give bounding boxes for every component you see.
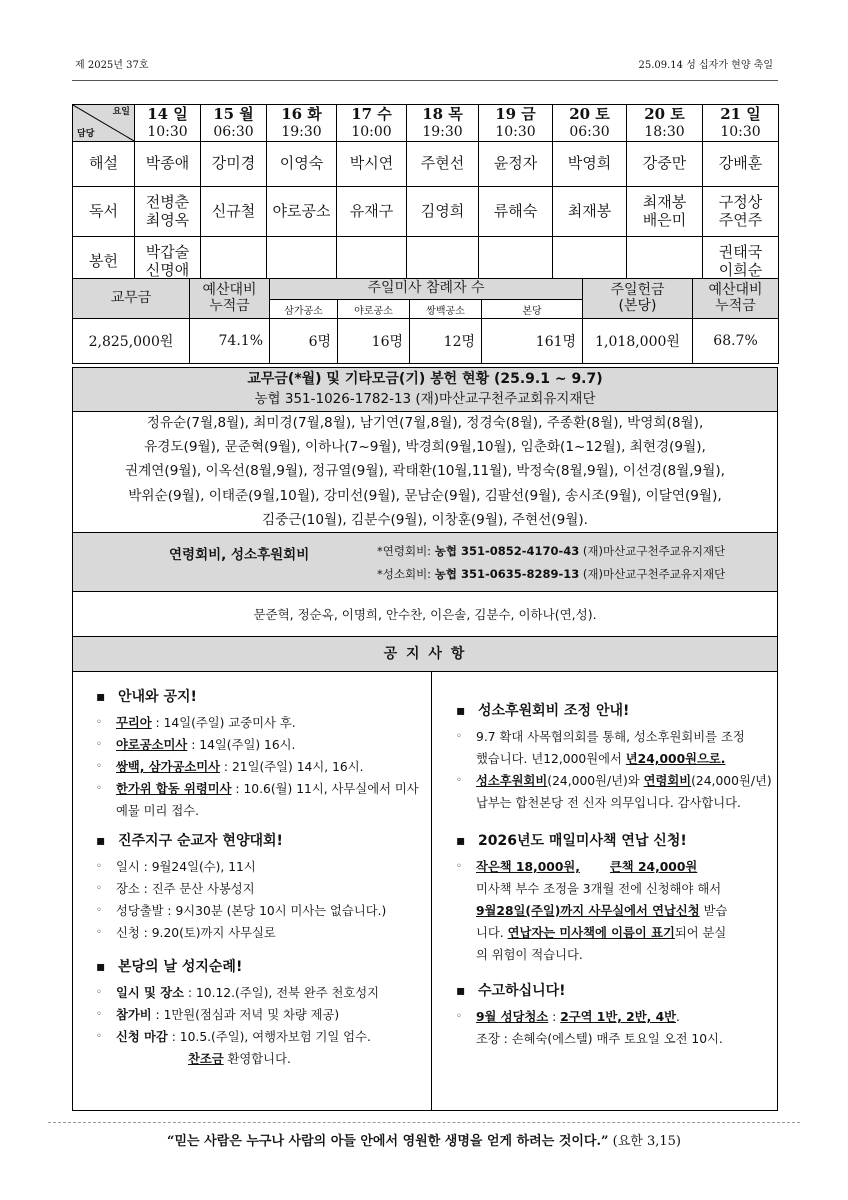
header-attendance: 주일미사 참례자 수	[270, 279, 583, 300]
value-attend-samga: 6명	[270, 319, 338, 364]
schedule-cell: 최재봉 배은미	[627, 187, 703, 237]
corner-cell	[73, 105, 135, 142]
schedule-cell: 강미경	[201, 142, 267, 187]
schedule-cell: 이영숙	[267, 142, 337, 187]
subheader-ssangbaek: 쌍백공소	[410, 300, 482, 319]
section-announcements: ▪ 안내와 공지!	[96, 689, 197, 705]
row-label: 해설	[73, 142, 135, 187]
value-budget-ratio-2: 68.7%	[693, 319, 779, 364]
donation-title: 교무금(*월) 및 기타모금(기) 봉헌 현황 (25.9.1 ~ 9.7)	[247, 371, 603, 387]
corner-top-label: 요일	[112, 107, 130, 117]
schedule-cell: 강중만	[627, 142, 703, 187]
support-title: 연령회비, 성소후원회비	[169, 547, 310, 563]
schedule-cell: 박갑술 신명애	[135, 237, 201, 287]
day-col: 14 일 10:30	[135, 105, 201, 142]
list-item: ◦ 참가비 : 1만원(점심과 저녁 및 차량 제공)	[96, 1008, 340, 1022]
mass-schedule-table	[72, 104, 779, 287]
schedule-cell: 주현선	[407, 142, 479, 187]
list-item: ◦ 일시 : 9월24일(수), 11시	[96, 860, 256, 874]
list-item: ◦ 쌍백, 삼가공소미사 : 21일(주일) 14시, 16시.	[96, 760, 364, 774]
day-col: 18 목 19:30	[407, 105, 479, 142]
value-gyomugeum: 2,825,000원	[73, 319, 190, 364]
subheader-samga: 삼가공소	[270, 300, 338, 319]
support-section	[72, 532, 778, 637]
day-col: 20 토 18:30	[627, 105, 703, 142]
finance-table	[72, 278, 779, 364]
notice-left-column	[96, 686, 430, 1070]
footer-divider	[48, 1122, 800, 1123]
schedule-header-row	[73, 105, 779, 142]
donation-account: 농협 351-1026-1782-13 (재)마산교구천주교회유지재단	[254, 391, 596, 407]
row-label: 봉헌	[73, 237, 135, 287]
schedule-cell: 야로공소	[267, 187, 337, 237]
list-item: ◦ 신청 : 9.20(토)까지 사무실로	[96, 926, 276, 940]
schedule-cell: 최재봉	[553, 187, 627, 237]
list-item: ◦ 장소 : 진주 문산 사봉성지	[96, 882, 255, 896]
schedule-row-commentary	[73, 142, 779, 187]
schedule-cell: 강배훈	[703, 142, 779, 187]
header-gyomugeum: 교무금	[73, 279, 190, 319]
day-col: 15 월 06:30	[201, 105, 267, 142]
list-item: ◦ 꾸리아 : 14일(주일) 교중미사 후.	[96, 716, 296, 730]
list-item-cont: 조장 : 손혜숙(에스텔) 매주 토요일 오전 10시.	[476, 1032, 723, 1046]
value-attend-ssangbaek: 12명	[410, 319, 482, 364]
list-item: ◦ 성소후원회비(24,000원/년)와 연령회비(24,000원/년)	[456, 774, 772, 788]
schedule-cell: 권태국 이희순	[703, 237, 779, 287]
day-col: 16 화 19:30	[267, 105, 337, 142]
day-col: 17 수 10:00	[337, 105, 407, 142]
list-item: ◦ 9월 성당청소 : 2구역 1반, 2반, 4반.	[456, 1010, 680, 1024]
subheader-yaro: 야로공소	[338, 300, 410, 319]
header-budget-ratio-2: 예산대비 누적금	[693, 279, 779, 319]
donor-line: 박위순(9월), 이태준(9월,10월), 강미선(9월), 문남순(9월), 김팔선(9월), 송시조(9월), 이달연(9월),	[128, 487, 722, 504]
issue-number: 제 2025년 37호	[75, 60, 149, 71]
corner-bottom-label: 담당	[77, 128, 95, 139]
schedule-cell: 구정상 주연주	[703, 187, 779, 237]
header-divider	[72, 80, 778, 81]
subheader-bondang: 본당	[482, 300, 583, 319]
notice-column-divider	[431, 671, 432, 1110]
donor-line: 권계연(9월), 이옥선(8월,9월), 정규열(9월), 곽태환(10월,11월), 박정숙(8월,9월), 이선경(8월,9월),	[125, 463, 725, 480]
donor-list	[72, 411, 778, 532]
list-item-cont: 했습니다. 년12,000원에서 년24,000원으로.	[476, 752, 726, 766]
donor-line: 김중근(10월), 김분수(9월), 이창훈(9월), 주현선(9월).	[261, 511, 589, 528]
value-attend-bondang: 161명	[482, 319, 583, 364]
schedule-cell: 류해숙	[479, 187, 553, 237]
donation-header	[73, 368, 777, 412]
day-col: 20 토 06:30	[553, 105, 627, 142]
list-item: ◦ 성당출발 : 9시30분 (본당 10시 미사는 없습니다.)	[96, 904, 387, 918]
value-budget-ratio-1: 74.1%	[190, 319, 270, 364]
list-item-cont: 미사책 부수 조정을 3개월 전에 신청해야 해서	[476, 882, 722, 896]
notice-right-column	[456, 700, 772, 1050]
section-pilgrimage: ▪ 본당의 날 성지순례!	[96, 959, 243, 975]
schedule-cell: 윤정자	[479, 142, 553, 187]
list-item: ◦ 한가위 합동 위령미사 : 10.6(월) 11시, 사무실에서 미사	[96, 782, 419, 796]
section-missal: ▪ 2026년도 매일미사책 연납 신청!	[456, 833, 687, 849]
donor-line: 유경도(9월), 문준혁(9월), 이하나(7~9월), 박경희(9월,10월), 임춘화(1~12월), 최현경(9월),	[144, 439, 706, 456]
support-line-1: *연령회비: 농협 351-0852-4170-43 (재)마산교구천주교유지재단	[377, 544, 726, 558]
section-thanks: ▪ 수고하십니다!	[456, 983, 566, 999]
day-col: 21 일 10:30	[703, 105, 779, 142]
header-offering: 주일헌금 (본당)	[583, 279, 693, 319]
support-header	[73, 533, 777, 592]
value-offering: 1,018,000원	[583, 319, 693, 364]
list-item-cont: 니다. 연납자는 미사책에 이름이 표기되어 분실	[476, 926, 727, 940]
schedule-cell: 박종애	[135, 142, 201, 187]
list-item-cont: 9월28일(주일)까지 사무실에서 연납신청 받습	[476, 904, 728, 918]
list-item-cont: 찬조금 환영합니다.	[188, 1052, 291, 1066]
schedule-cell: 신규철	[201, 187, 267, 237]
section-vocation-fee: ▪ 성소후원회비 조정 안내!	[456, 703, 630, 719]
section-martyr-festival: ▪ 진주지구 순교자 현양대회!	[96, 833, 283, 849]
list-item: ◦ 신청 마감 : 10.5.(주일), 여행자보험 기일 엄수.	[96, 1030, 371, 1044]
scripture-quote: “믿는 사람은 누구나 사람의 아들 안에서 영원한 생명을 얻게 하려는 것이다.” (요한 3,15)	[167, 1134, 681, 1149]
list-item: ◦ 작은책 18,000원, 큰책 24,000원	[456, 860, 698, 874]
list-item: ◦ 9.7 확대 사목협의회를 통해, 성소후원회비를 조정	[456, 730, 745, 744]
list-item-cont: 의 위험이 적습니다.	[476, 948, 583, 962]
schedule-cell: 김영희	[407, 187, 479, 237]
row-label: 독서	[73, 187, 135, 237]
notice-title: 공 지 사 항	[73, 637, 777, 672]
schedule-cell: 전병춘 최영옥	[135, 187, 201, 237]
value-attend-yaro: 16명	[338, 319, 410, 364]
list-item-cont: 납부는 합천본당 전 신자 의무입니다. 감사합니다.	[476, 796, 741, 810]
support-names: 문준혁, 정순옥, 이명희, 안수찬, 이은솔, 김분수, 이하나(연,성).	[253, 607, 597, 622]
schedule-cell: 박시연	[337, 142, 407, 187]
support-line-2: *성소회비: 농협 351-0635-8289-13 (재)마산교구천주교유지재단	[377, 567, 726, 581]
list-item-cont: 예물 미리 접수.	[116, 804, 199, 818]
list-item: ◦ 일시 및 장소 : 10.12.(주일), 전북 완주 천호성지	[96, 986, 380, 1000]
header-budget-ratio-1: 예산대비 누적금	[190, 279, 270, 319]
schedule-cell: 박영희	[553, 142, 627, 187]
day-col: 19 금 10:30	[479, 105, 553, 142]
donor-line: 정유순(7월,8월), 최미경(7월,8월), 남기연(7월,8월), 정경숙(8월), 주종환(8월), 박영희(8월),	[146, 415, 704, 431]
date-feast: 25.09.14 성 십자가 현양 축일	[638, 60, 773, 71]
list-item: ◦ 야로공소미사 : 14일(주일) 16시.	[96, 738, 296, 752]
schedule-row-reading	[73, 187, 779, 237]
schedule-cell: 유재구	[337, 187, 407, 237]
